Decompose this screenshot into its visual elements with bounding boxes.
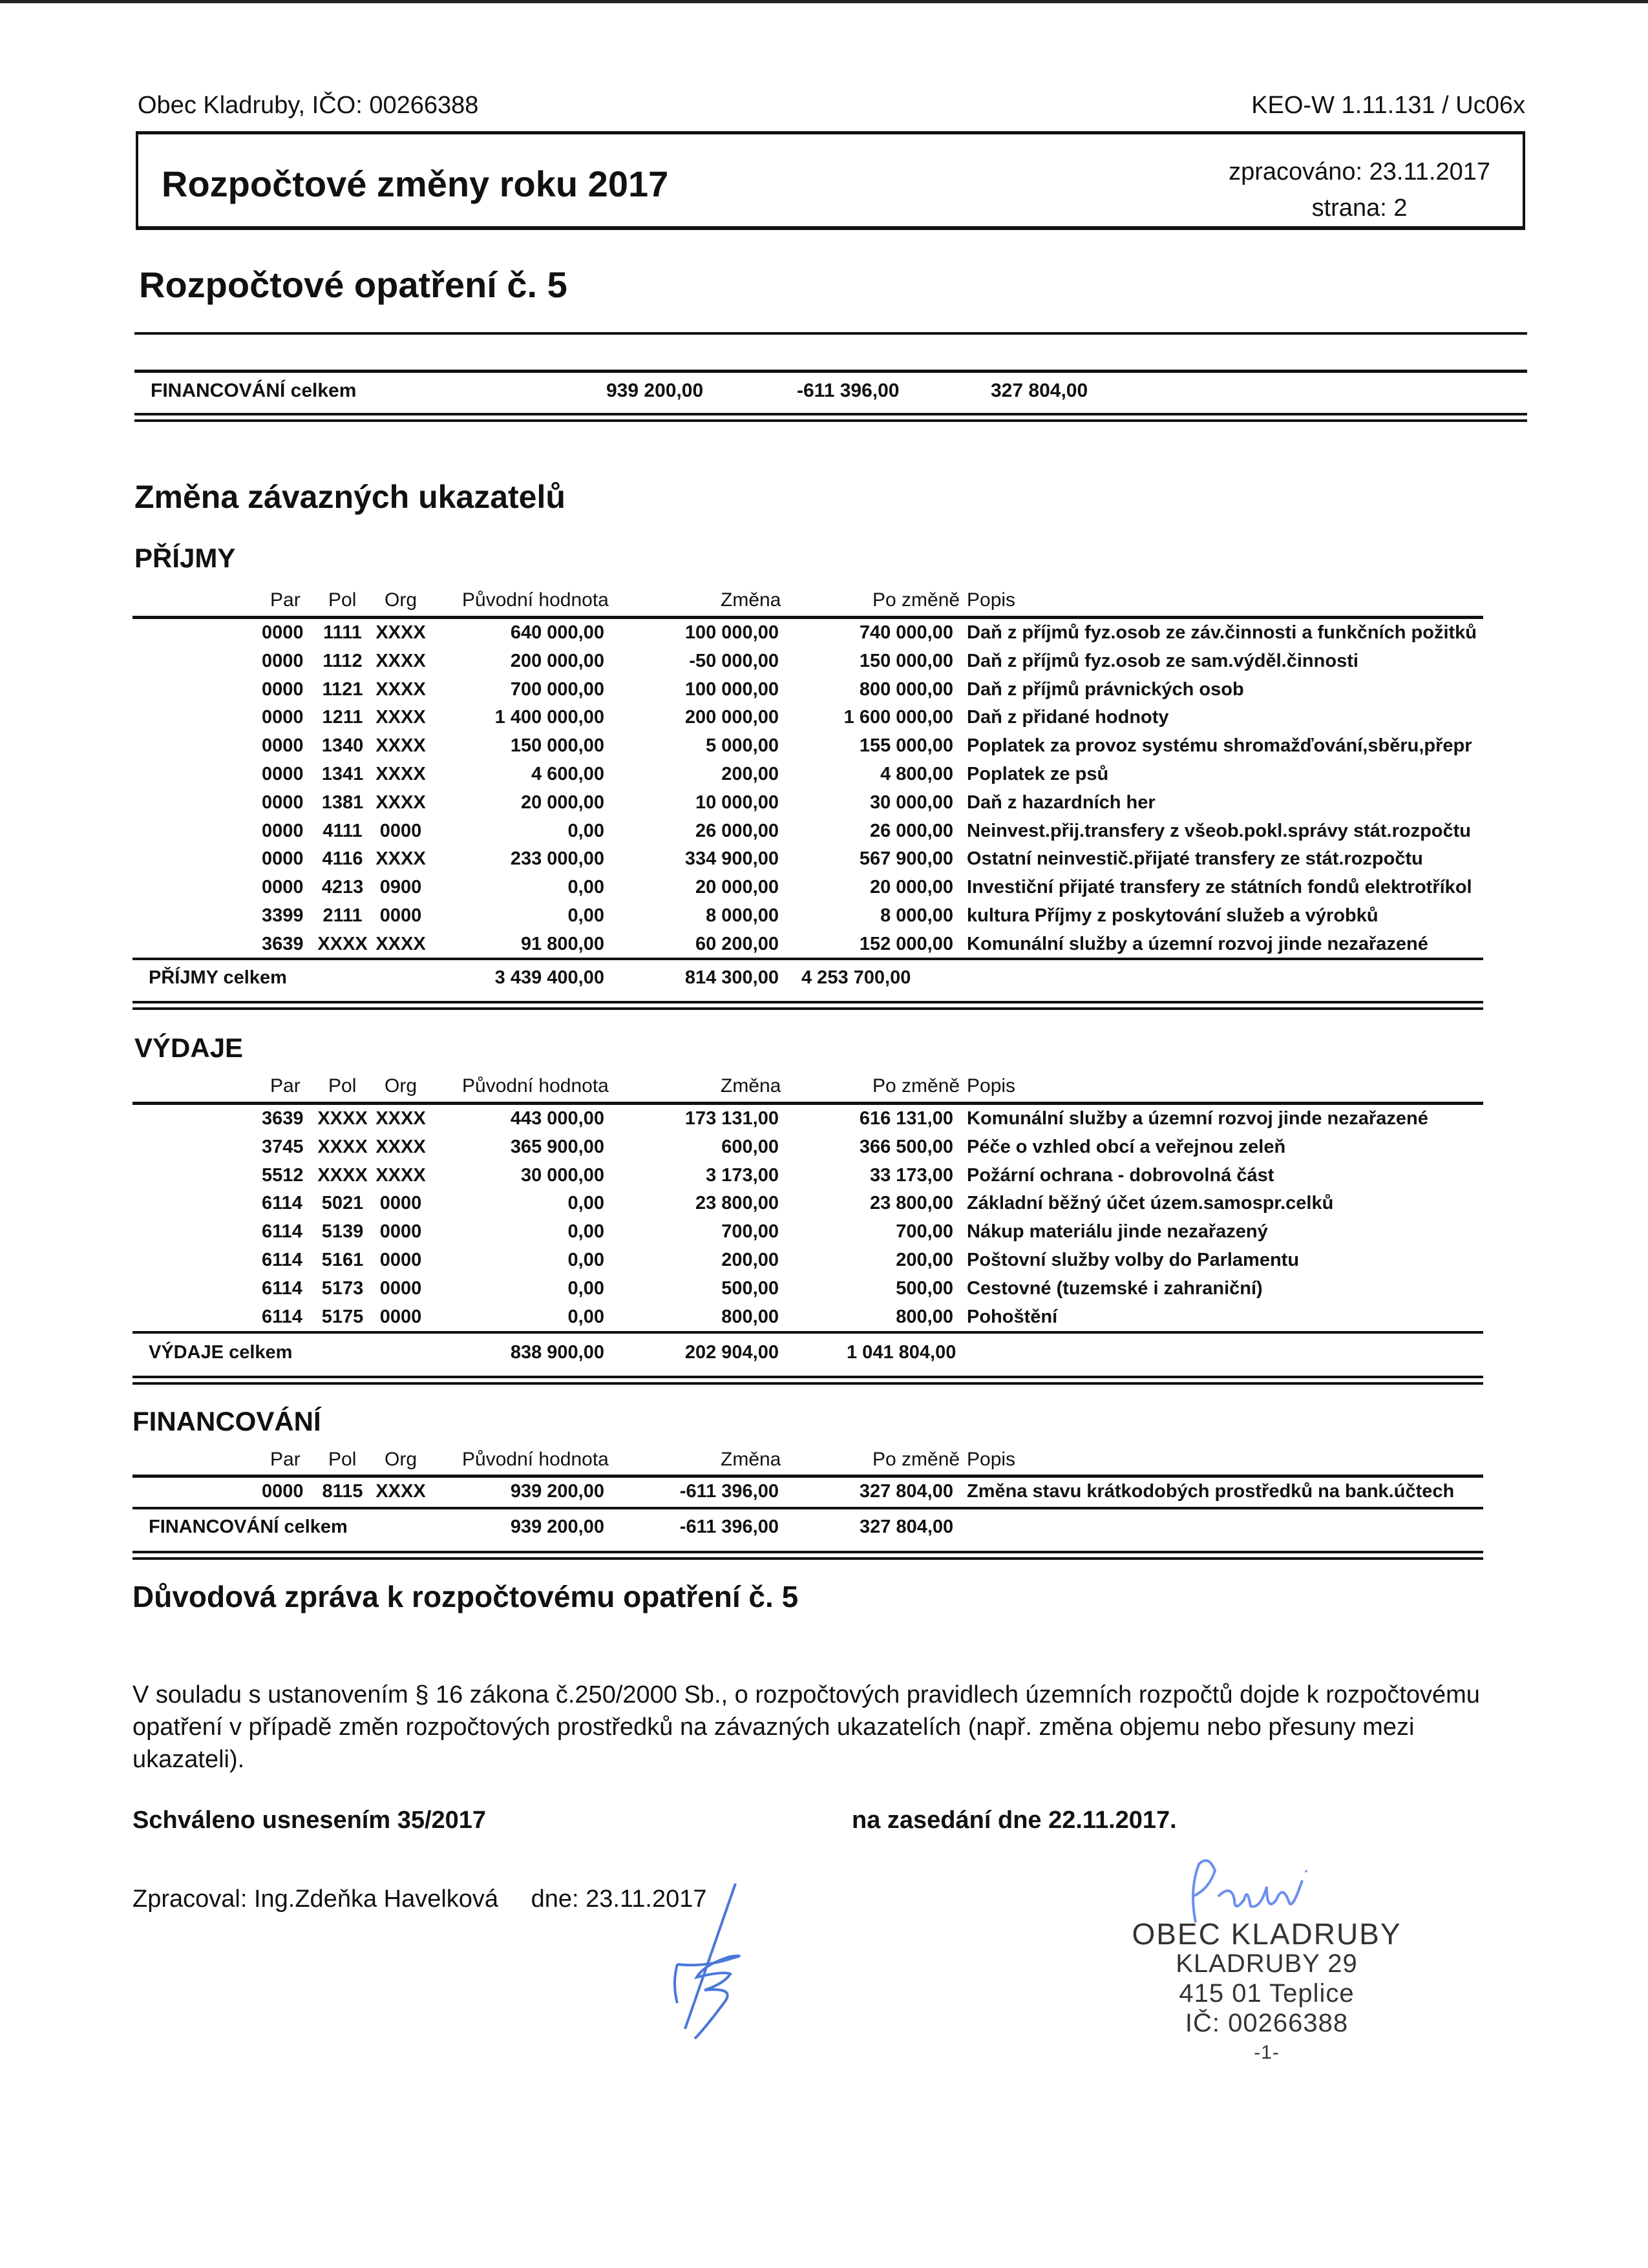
par-cell: 6114: [262, 1193, 302, 1214]
org-cell: 0000: [379, 820, 422, 841]
total-original: 939 200,00: [510, 1517, 604, 1537]
total-change: -611 396,00: [679, 1517, 779, 1537]
financing-total-row: [0, 1517, 1648, 1545]
org-cell: 0900: [379, 877, 422, 898]
prepared-by-date: dne: 23.11.2017: [531, 1885, 707, 1913]
original-value-cell: 20 000,00: [520, 792, 604, 813]
after-value-cell: 500,00: [896, 1277, 953, 1299]
org-cell: XXXX: [375, 848, 426, 870]
after-value-cell: 33 173,00: [869, 1164, 953, 1186]
table-row: [0, 1221, 1648, 1250]
change-value-cell: 5 000,00: [706, 735, 779, 757]
table-row: [0, 1481, 1648, 1509]
divider: [132, 1475, 1483, 1478]
after-value-cell: 150 000,00: [859, 650, 953, 671]
processed-date: zpracováno: 23.11.2017: [1229, 158, 1490, 185]
double-divider-top: [132, 1001, 1483, 1003]
description-cell: Daň z hazardních her: [967, 792, 1156, 813]
after-value-cell: 800 000,00: [859, 678, 953, 700]
original-value-cell: 30 000,00: [520, 1164, 604, 1186]
original-value-cell: 0,00: [567, 1277, 604, 1299]
document-title: Rozpočtové změny roku 2017: [162, 163, 669, 204]
change-value-cell: 100 000,00: [684, 622, 779, 643]
total-after: 1 041 804,00: [847, 1342, 956, 1363]
change-value-cell: 60 200,00: [695, 933, 779, 954]
par-cell: 0000: [262, 735, 304, 757]
col-after: Po změně: [872, 589, 960, 611]
after-value-cell: 327 804,00: [859, 1481, 953, 1502]
change-value-cell: 700,00: [721, 1221, 779, 1243]
par-cell: 5512: [262, 1164, 304, 1186]
measure-title: Rozpočtové opatření č. 5: [139, 264, 567, 305]
par-cell: 0000: [262, 650, 304, 671]
original-value-cell: 0,00: [567, 877, 604, 898]
org-cell: XXXX: [375, 735, 426, 757]
after-value-cell: 700,00: [896, 1221, 953, 1243]
after-value-cell: 23 800,00: [869, 1193, 953, 1214]
change-value-cell: -611 396,00: [679, 1481, 779, 1502]
indicators-title: Změna závazných ukazatelů: [134, 479, 565, 515]
total-label: VÝDAJE celkem: [149, 1342, 293, 1363]
pol-cell: 5175: [321, 1306, 364, 1327]
par-cell: 0000: [262, 792, 304, 813]
par-cell: 3399: [262, 905, 304, 926]
stamp-line-4: IČ: 00266388: [1185, 2009, 1349, 2037]
description-cell: Ostatní neinvestič.přijaté transfery ze stát.rozpočtu: [967, 848, 1423, 870]
col-change: Změna: [721, 1075, 781, 1097]
description-cell: Poštovní služby volby do Parlamentu: [967, 1250, 1300, 1270]
org-cell: 0000: [379, 1250, 422, 1270]
description-cell: Cestovné (tuzemské i zahraniční): [967, 1277, 1263, 1299]
org-cell: XXXX: [375, 1136, 426, 1157]
after-value-cell: 1 600 000,00: [843, 707, 953, 728]
original-value-cell: 4 600,00: [531, 764, 604, 784]
prepared-by-name: Zpracoval: Ing.Zdeňka Havelková: [132, 1885, 499, 1913]
par-cell: 3639: [262, 933, 304, 954]
after-value-cell: 155 000,00: [859, 735, 953, 757]
approval-resolution: Schváleno usnesením 35/2017: [132, 1807, 487, 1834]
after-value-cell: 567 900,00: [859, 848, 953, 870]
original-value-cell: 200 000,00: [510, 650, 604, 671]
pol-cell: 1112: [322, 650, 363, 671]
col-par: Par: [270, 589, 301, 611]
org-cell: XXXX: [375, 764, 426, 784]
col-change: Změna: [721, 589, 781, 611]
col-description: Popis: [967, 1449, 1016, 1470]
original-value-cell: 0,00: [567, 905, 604, 926]
description-cell: Daň z příjmů právnických osob: [967, 678, 1244, 700]
par-cell: 0000: [262, 764, 304, 784]
software-version: KEO-W 1.11.131 / Uc06x: [1251, 92, 1525, 119]
col-pol: Pol: [328, 1075, 357, 1097]
col-org: Org: [385, 589, 417, 611]
divider: [134, 370, 1527, 373]
table-row: [0, 1137, 1648, 1165]
pol-cell: 1341: [321, 764, 364, 784]
expenses-title: VÝDAJE: [134, 1033, 244, 1063]
org-cell: XXXX: [375, 678, 426, 700]
org-cell: 0000: [379, 1306, 422, 1327]
change-value-cell: 600,00: [721, 1136, 779, 1157]
after-value-cell: 20 000,00: [869, 877, 953, 898]
table-row: [0, 1250, 1648, 1278]
original-value-cell: 150 000,00: [510, 735, 604, 757]
pol-cell: XXXX: [317, 1108, 368, 1129]
par-cell: 6114: [262, 1277, 302, 1299]
description-cell: Investiční přijaté transfery ze státních fondů elektrotříkol: [967, 877, 1472, 898]
change-value-cell: 334 900,00: [684, 848, 779, 870]
approval-meeting: na zasedání dne 22.11.2017.: [852, 1807, 1177, 1834]
par-cell: 0000: [262, 877, 304, 898]
pol-cell: 1381: [321, 792, 364, 813]
pol-cell: XXXX: [317, 933, 368, 954]
original-value-cell: 91 800,00: [520, 933, 604, 954]
original-value-cell: 640 000,00: [510, 622, 604, 643]
table-row: [0, 651, 1648, 679]
par-cell: 0000: [262, 678, 304, 700]
org-cell: 0000: [379, 1221, 422, 1243]
change-value-cell: 800,00: [721, 1306, 779, 1327]
description-cell: Poplatek ze psů: [967, 764, 1109, 784]
preparer-signature-icon: [653, 1880, 756, 2042]
pol-cell: 1211: [322, 707, 363, 728]
table-row: [0, 821, 1648, 849]
pol-cell: 5161: [321, 1250, 364, 1270]
change-value-cell: 200,00: [721, 1250, 779, 1270]
double-divider-top: [132, 1376, 1483, 1378]
table-row: [0, 707, 1648, 735]
col-original: Původní hodnota: [462, 589, 609, 611]
org-cell: XXXX: [375, 707, 426, 728]
original-value-cell: 939 200,00: [510, 1481, 604, 1502]
org-cell: XXXX: [375, 933, 426, 954]
stamp-line-1: OBEC KLADRUBY: [1132, 1917, 1402, 1951]
org-cell: XXXX: [375, 650, 426, 671]
justification-title: Důvodová zpráva k rozpočtovému opatření č. 5: [132, 1580, 799, 1613]
total-label: PŘÍJMY celkem: [149, 967, 287, 988]
change-value-cell: 26 000,00: [695, 820, 779, 841]
description-cell: Požární ochrana - dobrovolná část: [967, 1164, 1274, 1186]
description-cell: Péče o vzhled obcí a veřejnou zeleň: [967, 1136, 1286, 1157]
description-cell: Základní běžný účet územ.samospr.celků: [967, 1193, 1334, 1214]
justification-text: V souladu s ustanovením § 16 zákona č.250/2000 Sb., o rozpočtových pravidlech územních rozpočtů dojde k rozpočtovému opatření v případě změn rozpočtových prostředků na závazných ukazatelích (např. změna objemu nebo přesuny mezi ukazateli).: [132, 1681, 1480, 1773]
table-row: [0, 848, 1648, 877]
table-row: [0, 679, 1648, 708]
original-value-cell: 0,00: [567, 1250, 604, 1270]
prepared-by: [132, 1885, 707, 1913]
pol-cell: XXXX: [317, 1136, 368, 1157]
table-row: [0, 1165, 1648, 1193]
pol-cell: 8115: [322, 1481, 363, 1502]
pol-cell: 4213: [321, 877, 364, 898]
total-change: 202 904,00: [684, 1342, 779, 1363]
stamp-line-5: -1-: [1254, 2042, 1280, 2063]
pol-cell: 1111: [323, 622, 362, 643]
description-cell: Daň z příjmů fyz.osob ze záv.činnosti a funkčních požitků: [967, 622, 1477, 643]
change-value-cell: -50 000,00: [689, 650, 779, 671]
after-value-cell: 200,00: [896, 1250, 953, 1270]
change-value-cell: 200,00: [721, 764, 779, 784]
change-value-cell: 23 800,00: [695, 1193, 779, 1214]
page-number: strana: 2: [1311, 194, 1408, 222]
original-value-cell: 700 000,00: [510, 678, 604, 700]
expenses-total-row: [0, 1342, 1648, 1370]
pol-cell: 2111: [322, 905, 363, 926]
original-value-cell: 443 000,00: [510, 1108, 604, 1129]
org-cell: 0000: [379, 905, 422, 926]
col-par: Par: [270, 1449, 301, 1470]
after-value-cell: 8 000,00: [880, 905, 953, 926]
col-after: Po změně: [872, 1075, 960, 1097]
divider: [132, 1331, 1483, 1334]
title-meta: [1229, 154, 1490, 226]
par-cell: 0000: [262, 820, 304, 841]
double-divider-bottom: [134, 419, 1527, 422]
revenues-title: PŘÍJMY: [134, 543, 236, 573]
table-row: [0, 735, 1648, 764]
after-value-cell: 800,00: [896, 1306, 953, 1327]
organization-id: Obec Kladruby, IČO: 00266388: [138, 92, 479, 119]
summary-label: FINANCOVÁNÍ celkem: [151, 380, 357, 401]
table-row: [0, 877, 1648, 905]
col-description: Popis: [967, 589, 1016, 611]
org-cell: XXXX: [375, 1164, 426, 1186]
stamp-line-3: 415 01 Teplice: [1179, 1979, 1355, 2008]
divider: [132, 1102, 1483, 1105]
total-original: 3 439 400,00: [494, 967, 604, 988]
change-value-cell: 200 000,00: [684, 707, 779, 728]
double-divider-top: [132, 1551, 1483, 1553]
par-cell: 3745: [262, 1136, 304, 1157]
original-value-cell: 365 900,00: [510, 1136, 604, 1157]
par-cell: 0000: [262, 622, 304, 643]
description-cell: Pohoštění: [967, 1306, 1058, 1327]
double-divider-bottom: [132, 1007, 1483, 1010]
table-row: [0, 905, 1648, 934]
summary-after: 327 804,00: [991, 380, 1088, 401]
divider: [132, 958, 1483, 960]
change-value-cell: 8 000,00: [706, 905, 779, 926]
col-original: Původní hodnota: [462, 1075, 609, 1097]
col-description: Popis: [967, 1075, 1016, 1097]
description-cell: Daň z příjmů fyz.osob ze sam.výděl.činnosti: [967, 650, 1358, 671]
table-row: [0, 792, 1648, 821]
total-label: FINANCOVÁNÍ celkem: [149, 1517, 348, 1537]
original-value-cell: 233 000,00: [510, 848, 604, 870]
double-divider-bottom: [132, 1382, 1483, 1385]
scan-top-edge: [0, 0, 1648, 3]
summary-original: 939 200,00: [606, 380, 704, 401]
table-row: [0, 622, 1648, 651]
org-cell: 0000: [379, 1277, 422, 1299]
col-change: Změna: [721, 1449, 781, 1470]
title-box: [136, 131, 1525, 230]
summary-change: -611 396,00: [797, 380, 900, 401]
pol-cell: 5139: [321, 1221, 364, 1243]
org-cell: XXXX: [375, 622, 426, 643]
description-cell: Poplatek za provoz systému shromažďování,sběru,přepr: [967, 735, 1472, 757]
change-value-cell: 500,00: [721, 1277, 779, 1299]
after-value-cell: 30 000,00: [869, 792, 953, 813]
divider: [134, 332, 1527, 335]
double-divider-top: [134, 413, 1527, 415]
par-cell: 0000: [262, 848, 304, 870]
table-row: [0, 1193, 1648, 1221]
after-value-cell: 4 800,00: [880, 764, 953, 784]
par-cell: 0000: [262, 707, 304, 728]
description-cell: Komunální služby a územní rozvoj jinde nezařazené: [967, 933, 1428, 954]
original-value-cell: 0,00: [567, 1221, 604, 1243]
col-after: Po změně: [872, 1449, 960, 1470]
divider: [132, 616, 1483, 619]
org-cell: XXXX: [375, 1108, 426, 1129]
table-row: [0, 1307, 1648, 1335]
after-value-cell: 616 131,00: [859, 1108, 953, 1129]
table-row: [0, 764, 1648, 792]
change-value-cell: 20 000,00: [695, 877, 779, 898]
description-cell: Neinvest.přij.transfery z všeob.pokl.správy stát.rozpočtu: [967, 820, 1472, 841]
original-value-cell: 0,00: [567, 1193, 604, 1214]
stamp-line-2: KLADRUBY 29: [1176, 1949, 1358, 1978]
description-cell: Komunální služby a územní rozvoj jinde nezařazené: [967, 1108, 1428, 1129]
pol-cell: 5173: [321, 1277, 364, 1299]
par-cell: 3639: [262, 1108, 304, 1129]
org-cell: XXXX: [375, 792, 426, 813]
pol-cell: XXXX: [317, 1164, 368, 1186]
col-org: Org: [385, 1075, 417, 1097]
description-cell: kultura Příjmy z poskytování služeb a výrobků: [967, 905, 1379, 926]
after-value-cell: 26 000,00: [869, 820, 953, 841]
total-after: 4 253 700,00: [801, 967, 911, 988]
table-row: [0, 1278, 1648, 1307]
pol-cell: 4111: [322, 820, 363, 841]
pol-cell: 5021: [321, 1193, 364, 1214]
after-value-cell: 740 000,00: [859, 622, 953, 643]
par-cell: 6114: [262, 1250, 302, 1270]
total-change: 814 300,00: [684, 967, 779, 988]
col-pol: Pol: [328, 589, 357, 611]
col-original: Původní hodnota: [462, 1449, 609, 1470]
col-par: Par: [270, 1075, 301, 1097]
double-divider-bottom: [132, 1557, 1483, 1560]
total-after: 327 804,00: [860, 1517, 954, 1537]
col-pol: Pol: [328, 1449, 357, 1470]
original-value-cell: 0,00: [567, 820, 604, 841]
change-value-cell: 10 000,00: [695, 792, 779, 813]
org-cell: 0000: [379, 1193, 422, 1214]
original-value-cell: 1 400 000,00: [494, 707, 604, 728]
change-value-cell: 173 131,00: [684, 1108, 779, 1129]
municipal-stamp: [1073, 1919, 1461, 2068]
pol-cell: 1121: [322, 678, 363, 700]
org-cell: XXXX: [375, 1481, 426, 1502]
after-value-cell: 152 000,00: [859, 933, 953, 954]
description-cell: Nákup materiálu jinde nezařazený: [967, 1221, 1268, 1243]
par-cell: 6114: [262, 1306, 302, 1327]
pol-cell: 1340: [321, 735, 364, 757]
after-value-cell: 366 500,00: [859, 1136, 953, 1157]
revenues-total-row: [0, 967, 1648, 996]
description-cell: Daň z přidané hodnoty: [967, 707, 1169, 728]
financing-title: FINANCOVÁNÍ: [132, 1406, 321, 1436]
change-value-cell: 3 173,00: [706, 1164, 779, 1186]
total-original: 838 900,00: [510, 1342, 604, 1363]
table-row: [0, 1108, 1648, 1137]
divider: [132, 1507, 1483, 1509]
par-cell: 0000: [262, 1481, 304, 1502]
col-org: Org: [385, 1449, 417, 1470]
change-value-cell: 100 000,00: [684, 678, 779, 700]
par-cell: 6114: [262, 1221, 302, 1243]
description-cell: Změna stavu krátkodobých prostředků na bank.účtech: [967, 1481, 1455, 1502]
original-value-cell: 0,00: [567, 1306, 604, 1327]
pol-cell: 4116: [322, 848, 363, 870]
